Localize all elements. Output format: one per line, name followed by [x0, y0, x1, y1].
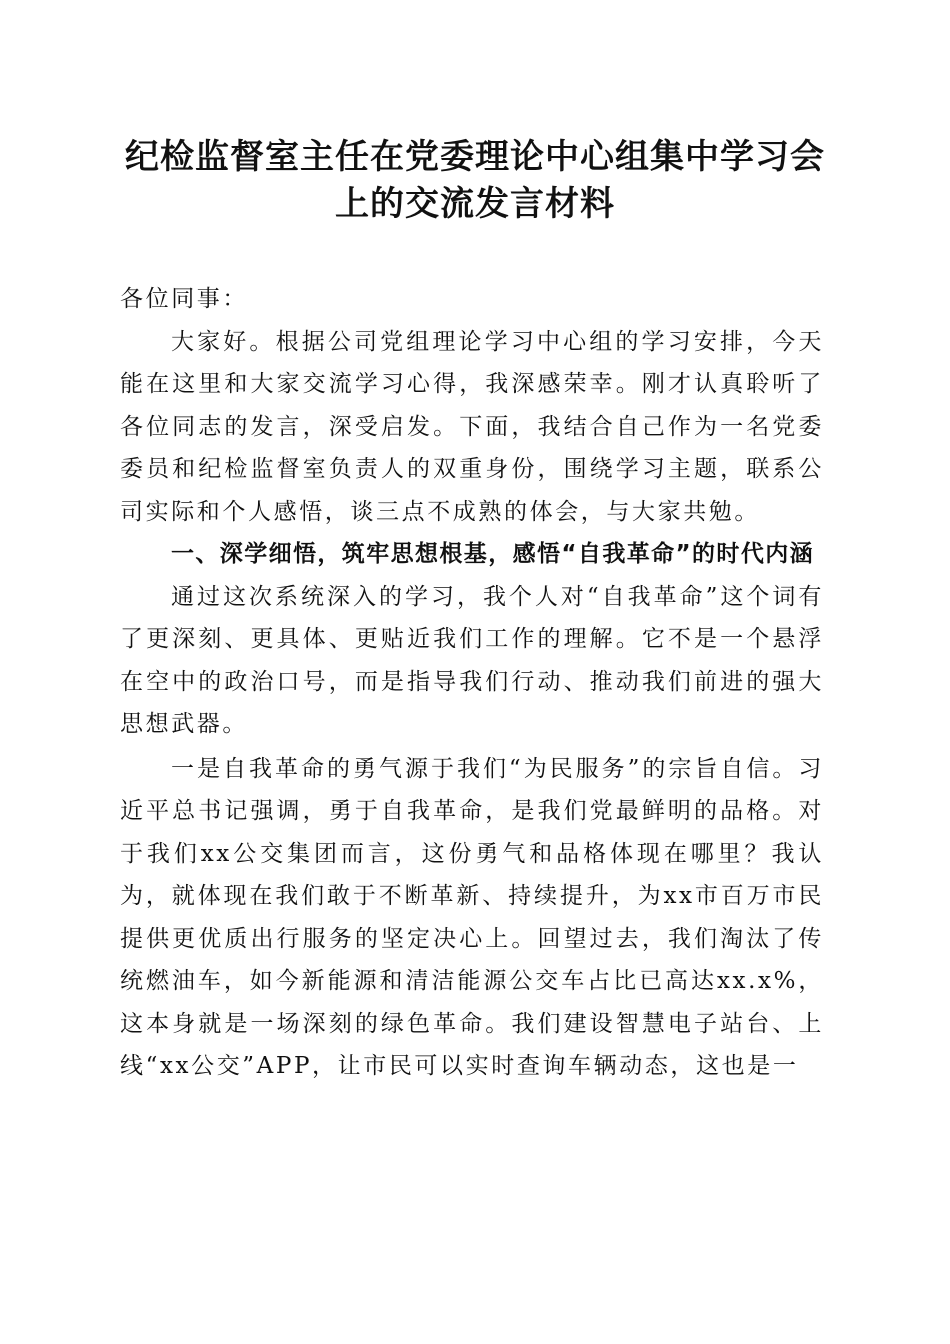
title-line-2: 上的交流发言材料: [335, 184, 615, 224]
section-heading-1: 一、深学细悟，筑牢思想根基，感悟“自我革命”的时代内涵: [171, 541, 815, 567]
document-title: [100, 134, 850, 228]
paragraph-point-1: 一是自我革命的勇气源于我们“为民服务”的宗旨自信。习近平总书记强调，勇于自我革命，是我们党最鲜明的品格。对于我们xx公交集团而言，这份勇气和品格体现在哪里？我认为，就体现在我们敢于不断革新、持续提升，为xx市百万市民提供更优质出行服务的坚定决心上。回望过去，我们淘汰了传统燃油车，如今新能源和清洁能源公交车占比已高达xx.x%，这本身就是一场深刻的绿色革命。我们建设智慧电子站台、上线“xx公交”APP，让市民可以实时查询车辆动态，这也是一: [120, 755, 824, 1079]
greeting: 各位同事：: [120, 286, 248, 312]
title-line-1: 纪检监督室主任在党委理论中心组集中学习会: [125, 137, 825, 177]
paragraph-intro: 大家好。根据公司党组理论学习中心组的学习安排，今天能在这里和大家交流学习心得，我深感荣幸。刚才认真聆听了各位同志的发言，深受启发。下面，我结合自己作为一名党委委员和纪检监督室负责人的双重身份，围绕学习主题，联系公司实际和个人感悟，谈三点不成熟的体会，与大家共勉。: [120, 328, 824, 525]
document-body: [120, 278, 824, 1088]
paragraph-section-1: 通过这次系统深入的学习，我个人对“自我革命”这个词有了更深刻、更具体、更贴近我们工作的理解。它不是一个悬浮在空中的政治口号，而是指导我们行动、推动我们前进的强大思想武器。: [120, 583, 824, 737]
